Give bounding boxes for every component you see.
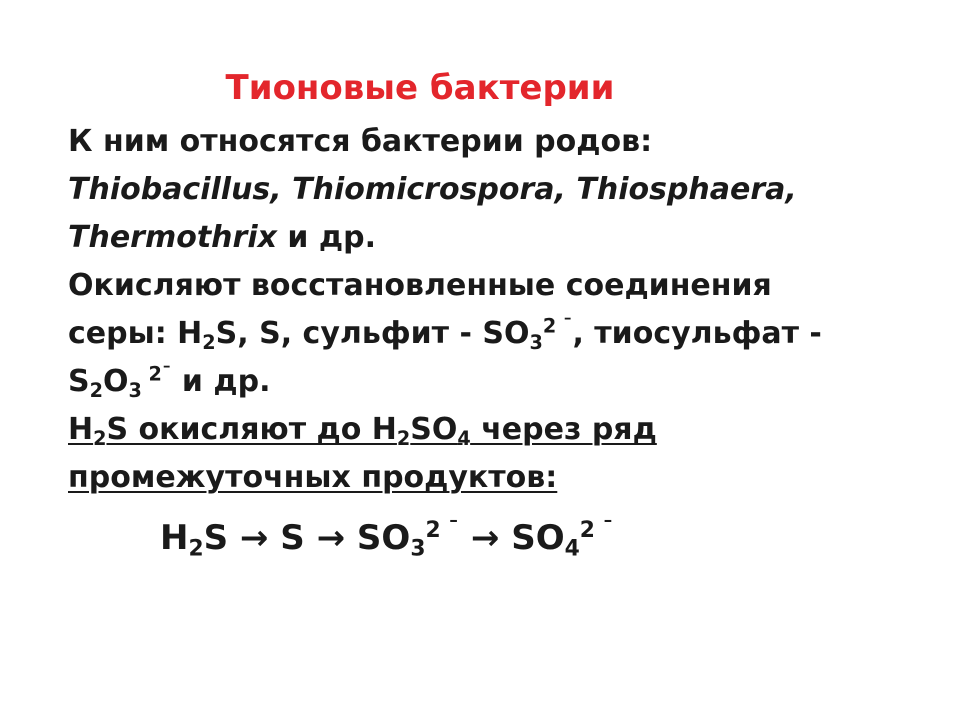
slide-body [68,118,848,502]
u-h-subscript: 2 [93,426,107,450]
eq-h: H [160,518,189,558]
eq-so3-subscript: 3 [410,536,426,562]
h2s-subscript: 2 [202,330,216,354]
u-suffix: через ряд [470,412,657,447]
u-h2-subscript: 2 [396,426,411,450]
oxidation-equation [160,514,613,562]
oxidize-suffix: , тиосульфат - [572,316,822,351]
underlined-line-2: промежуточных продуктов: [68,460,558,495]
eq-h-subscript: 2 [188,536,204,562]
eq-so4-superscript: 2 ¯ [579,518,614,544]
u-so4-subscript: 4 [457,426,471,450]
oxidize-line-1: Окисляют восстановленные соединения [68,268,772,303]
oxidize-etc: и др. [171,364,271,399]
oxidize-line-3 [68,358,848,406]
genera-intro: К ним относятся бактерии родов: [68,124,653,159]
so3-superscript: 2 ¯ [542,314,573,338]
oxidize-prefix: серы: H [68,316,203,351]
u-h: H [68,412,94,447]
oxidize-middle: S, S, сульфит - SO [215,316,530,351]
underlined-line-1 [68,406,848,454]
thiosulfate-s: S [68,364,90,399]
u-so: SO [410,412,458,447]
thiosulfate-o-subscript: 3 [128,378,142,402]
slide-title: Тионовые бактерии [225,68,615,108]
genera-line-1: Thiobacillus, Thiomicrospora, Thiosphaera, [68,172,797,207]
oxidize-line-2 [68,310,848,358]
genera-line-2 [68,214,848,262]
u-mid: S окисляют до H [106,412,397,447]
so3-subscript: 3 [529,330,543,354]
thiosulfate-o: O [102,364,129,399]
eq-part-2: → SO [459,518,565,558]
eq-so4-subscript: 4 [564,536,580,562]
thiosulfate-s-subscript: 2 [89,378,103,402]
genus-thermothrix: Thermothrix [68,220,277,255]
eq-so3-superscript: 2 ¯ [425,518,460,544]
eq-part-1: S → S → SO [203,518,411,558]
thiosulfate-superscript: 2¯ [141,362,172,386]
genera-etc: и др. [276,220,376,255]
